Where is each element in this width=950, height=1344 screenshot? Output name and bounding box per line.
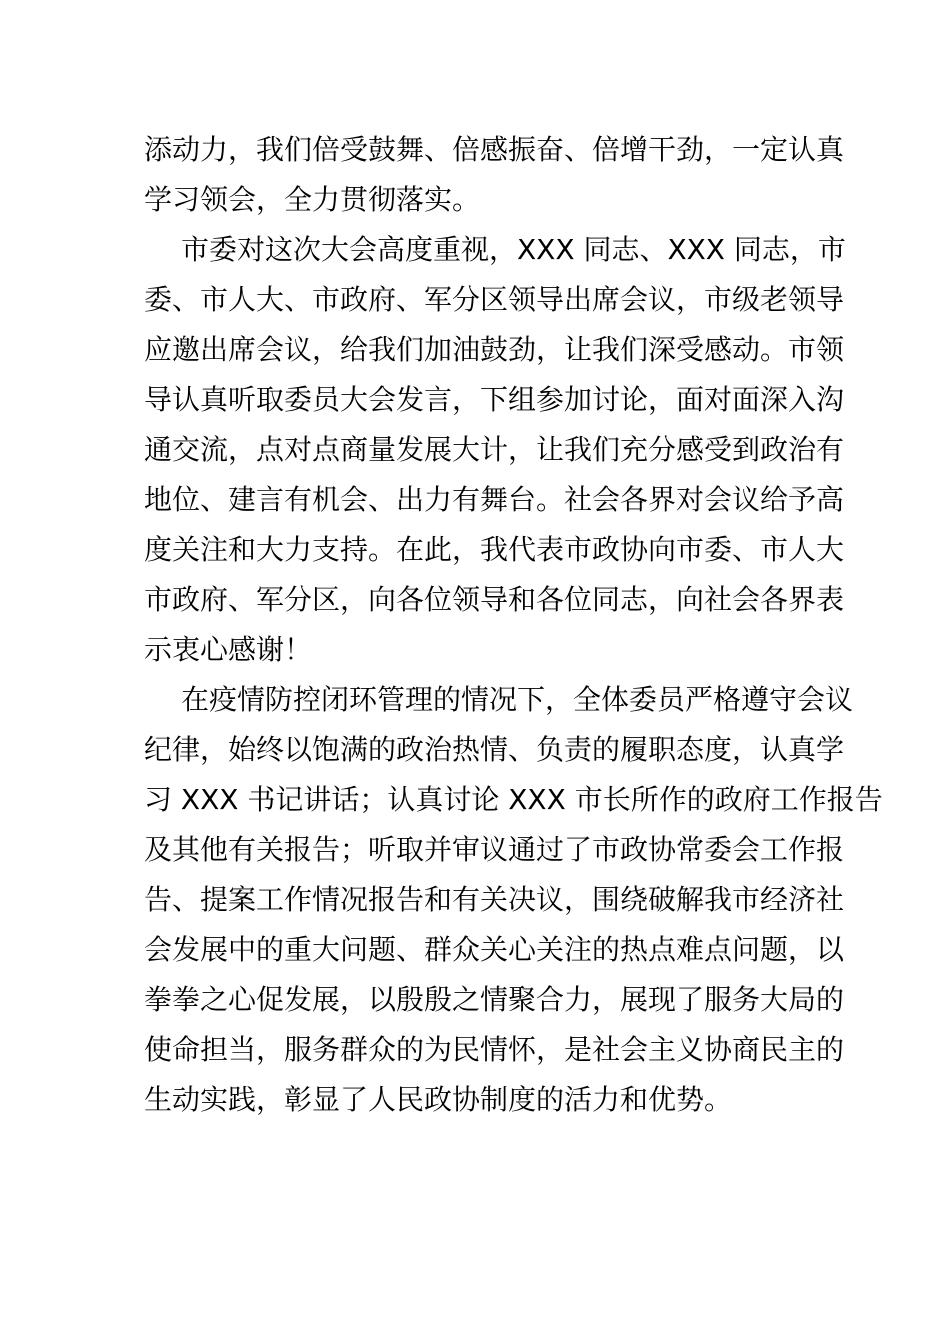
- text-line: 拳拳之心促发展，以殷殷之情聚合力，展现了服务大局的: [144, 983, 845, 1016]
- text-line: 习 XXX 书记讲话；认真讨论 XXX 市长所作的政府工作报告: [144, 783, 883, 816]
- text-line: 添动力，我们倍受鼓舞、倍感振奋、倍增干劲，一定认真: [144, 133, 845, 166]
- document-body: [144, 125, 883, 1125]
- text-line: 及其他有关报告；听取并审议通过了市政协常委会工作报: [144, 833, 845, 866]
- text-line: 地位、建言有机会、出力有舞台。社会各界对会议给予高: [144, 483, 845, 516]
- text-line: 生动实践，彰显了人民政协制度的活力和优势。: [144, 1083, 733, 1116]
- text-line: 告、提案工作情况报告和有关决议，围绕破解我市经济社: [144, 883, 845, 916]
- paragraph-2: [144, 225, 846, 675]
- text-line: 学习领会，全力贯彻落实。: [144, 183, 481, 216]
- text-line: 市委对这次大会高度重视，XXX 同志、XXX 同志，市: [181, 233, 846, 266]
- text-line: 度关注和大力支持。在此，我代表市政协向市委、市人大: [144, 533, 845, 566]
- text-line: 纪律，始终以饱满的政治热情、负责的履职态度，认真学: [144, 733, 845, 766]
- paragraph-3: [144, 675, 883, 1125]
- text-line: 通交流，点对点商量发展大计，让我们充分感受到政治有: [144, 433, 845, 466]
- text-line: 委、市人大、市政府、军分区领导出席会议，市级老领导: [144, 283, 845, 316]
- text-line: 导认真听取委员大会发言，下组参加讨论，面对面深入沟: [144, 383, 845, 416]
- text-line: 示衷心感谢！: [144, 633, 313, 666]
- paragraph-1: [144, 125, 845, 225]
- text-line: 在疫情防控闭环管理的情况下，全体委员严格遵守会议: [181, 683, 854, 716]
- text-line: 会发展中的重大问题、群众关心关注的热点难点问题，以: [144, 933, 845, 966]
- text-line: 应邀出席会议，给我们加油鼓劲，让我们深受感动。市领: [144, 333, 845, 366]
- text-line: 使命担当，服务群众的为民情怀，是社会主义协商民主的: [144, 1033, 845, 1066]
- text-line: 市政府、军分区，向各位领导和各位同志，向社会各界表: [144, 583, 845, 616]
